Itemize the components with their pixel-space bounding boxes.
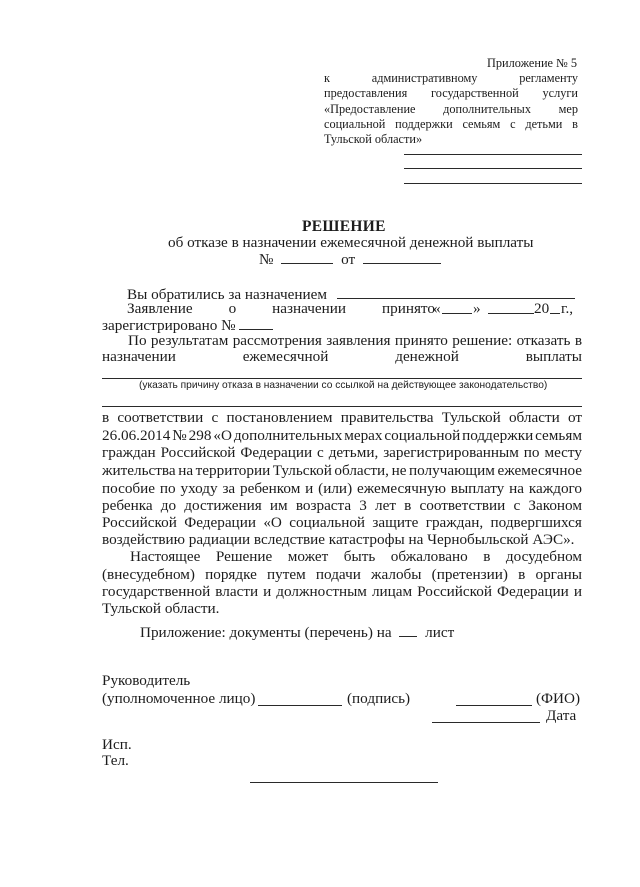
word: им [269,497,288,514]
word: о [228,300,237,317]
word: соответствии [117,409,204,426]
word: до [160,497,177,514]
word: зарегистрированным [383,444,519,461]
word: возраста [295,497,352,514]
word: ребенка [102,497,153,514]
head-label: Руководитель [102,672,191,689]
word: Федерации [184,514,256,531]
appeal-line [102,583,582,601]
word: № [172,427,187,444]
year-suffix: г., [561,300,574,317]
number-blank [281,250,333,264]
word: поддержки [462,427,534,444]
legal-line [102,480,582,498]
legal-line [102,462,582,480]
word: Тульской [441,409,501,426]
word: (или) [318,480,353,497]
signature-line [258,705,342,706]
word: принято [394,332,448,349]
attachment-blank [399,623,417,637]
appendix-line: Тульской области» [324,132,423,146]
word: на [509,480,524,497]
word: и [263,583,272,600]
word: поддержки [395,117,453,131]
word: регламенту [519,71,578,85]
word: социальной [324,117,386,131]
attachment-label: Приложение: документы (перечень) на [140,624,392,641]
word: дополнительных [443,102,531,116]
date-open: « [433,300,441,317]
date-label: Дата [546,707,577,724]
word: Российской [160,444,236,461]
applied-blank [337,285,575,299]
word: постановлением [226,409,333,426]
word: принято [381,300,435,317]
word: за [222,480,236,497]
date-close: » [473,300,481,317]
word: Тульской [272,462,332,479]
word: органы [535,566,582,583]
word: «О [213,427,232,444]
word: может [287,548,329,565]
word: на [178,462,194,479]
word: должностным [276,583,367,600]
word: ежемесячное [497,462,582,479]
word: пособие [102,480,156,497]
word: семьям [535,427,582,444]
word: уходу [180,480,218,497]
word: назначении [272,300,347,317]
word: области, [334,462,389,479]
word: государственной [102,583,211,600]
word: правительства [340,409,434,426]
word: «Предоставление [324,102,416,116]
appendix-line [324,71,578,87]
fill-line [404,154,582,155]
word: власти [215,583,259,600]
word: (внесудебном) [102,566,195,583]
word: мер [558,102,578,116]
reason-hint: (указать причину отказа в назначении со ссылкой на действующее законодательство) [139,380,548,391]
date-blank [363,250,441,264]
word: предоставления [324,86,408,100]
word: услуги [542,86,578,100]
word: выплаты [525,348,582,365]
word: заявления [326,332,391,349]
word: быть [343,548,376,565]
applied-label: Вы обратились за назначением [127,286,327,303]
word: и [573,583,582,600]
year-prefix: 20 [534,300,550,317]
word: в [572,117,578,131]
registered-blank [239,316,273,330]
word: и [305,480,314,497]
month-blank [488,300,534,314]
executor-label: Исп. [102,736,132,753]
word: детьми [525,117,563,131]
reason-line [102,406,582,407]
word: Настоящее [130,548,201,565]
word: с [513,497,521,514]
word: назначении [102,348,176,365]
word: Российской [102,514,177,531]
word: получающим [409,462,495,479]
signature-label: (подпись) [347,690,411,707]
word: территории [195,462,271,479]
registered-label: зарегистрировано № [102,317,236,334]
fill-line [404,183,582,184]
legal-line [102,497,582,515]
year-blank [550,300,560,314]
word: денежной [395,348,459,365]
word: Федерации [240,444,313,461]
word: административному [371,71,478,85]
appendix-line [324,117,578,133]
word: детьми, [328,444,379,461]
word: подвергшихся [490,514,582,531]
word: в [483,548,491,565]
word: по [523,444,540,461]
legal-line [102,409,582,427]
authorized-label: (уполномоченное лицо) [102,690,256,707]
appeal-line [130,548,582,566]
appendix-line [324,86,578,102]
word: соответствии [419,497,506,514]
word: По [128,332,147,349]
appendix-line [324,102,578,118]
word: ежемесячную [356,480,446,497]
legal-line [102,427,582,445]
word: жительства [102,462,176,479]
word: ребенком [240,480,301,497]
word: граждан [102,444,156,461]
statement-row [127,300,582,317]
word: (претензии) [431,566,508,583]
word: от [567,409,582,426]
word: 26.06.2014 [102,427,171,444]
word: Заявление [127,300,193,317]
appendix-title: Приложение № 5 [487,56,578,70]
word: подачи [315,566,361,583]
fio-label: (ФИО) [536,690,581,707]
word: порядке [205,566,257,583]
word: Законом [528,497,582,514]
word: в [518,566,526,583]
word: решение: [452,332,513,349]
word: области [508,409,560,426]
attachment-row [140,623,454,642]
word: каждого [528,480,582,497]
appeal-line [102,566,582,584]
word: социальной [384,427,461,444]
word: мерах [344,427,383,444]
reason-line [102,378,582,379]
word: защите [372,514,419,531]
date-line [432,722,540,723]
word: месту [544,444,582,461]
bottom-line [250,782,438,783]
word: с [510,117,516,131]
fill-line [404,168,582,169]
word: 298 [188,427,212,444]
document-subtitle: об отказе в назначении ежемесячной денежной выплаты [168,234,534,251]
word: дополнительных [233,427,343,444]
word: лет [375,497,396,514]
document-title: РЕШЕНИЕ [302,218,386,235]
word: обжаловано [390,548,468,565]
word: отказать [516,332,571,349]
word: семьям [462,117,501,131]
word: граждан, [425,514,484,531]
word: рассмотрения [232,332,322,349]
word: с [211,409,219,426]
word: Федерации [497,583,569,600]
fio-line [456,705,532,706]
word: не [391,462,407,479]
word: социальной [289,514,366,531]
decision-number-row [259,250,441,269]
day-blank [442,300,472,314]
word: государственной [431,86,519,100]
word: к [324,71,330,85]
date-from-label: от [341,251,356,268]
word: лицам [371,583,413,600]
word: Российской [417,583,493,600]
assign-line [102,348,582,366]
word: в [102,409,110,426]
word: с [317,444,324,461]
word: жалобы [371,566,422,583]
word: ежемесячной [242,348,329,365]
legal-line [102,514,582,532]
legal-line [102,444,582,462]
word: по [159,480,176,497]
word: 3 [359,497,367,514]
attachment-suffix: лист [425,624,455,641]
legal-line-last: воздействию радиации вследствие катастрофы на Чернобыльской АЭС». [102,531,575,548]
word: досудебном [505,548,582,565]
word: в [404,497,412,514]
word: путем [267,566,306,583]
word: выплату [450,480,505,497]
word: достижения [184,497,262,514]
word: в [574,332,582,349]
word: Решение [215,548,273,565]
number-label: № [259,251,274,268]
word: результатам [150,332,229,349]
appeal-line-last: Тульской области. [102,600,220,617]
phone-label: Тел. [102,752,129,769]
word: «О [263,514,282,531]
